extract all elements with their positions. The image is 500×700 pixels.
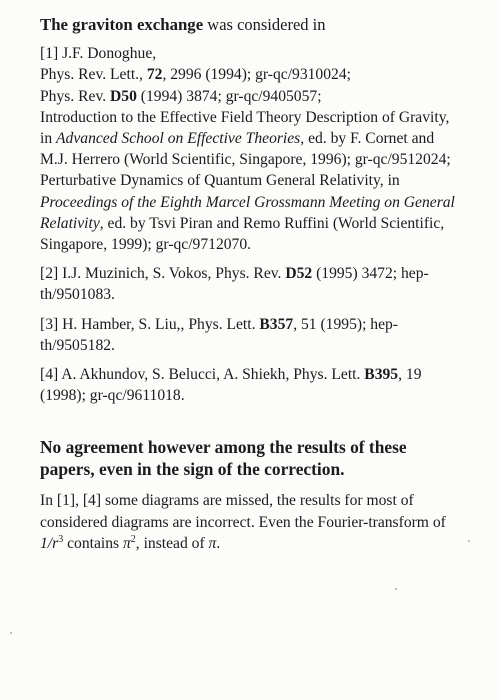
reference-3-rest: , 51 (1995); hep-th/9505182. bbox=[40, 315, 399, 354]
reference-1-label: [1] bbox=[40, 45, 59, 63]
ref1-cit3-text: Introduction to the Effective Field Theory Description of Gravity, in bbox=[40, 108, 450, 148]
ref1-cit1-rest: , 2996 (1994); gr-qc/9310024; bbox=[162, 66, 351, 84]
page-content bbox=[40, 14, 460, 554]
intro-bold-phrase: The graviton exchange bbox=[40, 15, 204, 34]
reference-2-volume: D52 bbox=[285, 265, 313, 283]
reference-2-rest: (1995) 3472; hep-th/9501083. bbox=[40, 265, 429, 304]
final-period: . bbox=[216, 534, 221, 552]
reference-1-citation-1 bbox=[40, 64, 460, 85]
final-paragraph bbox=[40, 490, 460, 554]
ref1-cit4-text: Perturbative Dynamics of Quantum General Relativity, in bbox=[40, 172, 400, 190]
reference-3 bbox=[40, 314, 460, 356]
reference-4 bbox=[40, 364, 460, 406]
reference-4-rest: , 19 (1998); gr-qc/9611018. bbox=[40, 366, 422, 405]
ref1-cit3-title: Advanced School on Effective Theories bbox=[56, 130, 301, 148]
reference-3-volume: B357 bbox=[259, 315, 294, 333]
reference-3-label: [3] bbox=[40, 315, 59, 333]
reference-4-label: [4] bbox=[40, 366, 59, 384]
reference-2-label: [2] bbox=[40, 265, 59, 283]
ref1-cit4-title: Proceedings of the Eighth Marcel Grossmann Meeting on General Relativity bbox=[40, 193, 455, 232]
ref1-cit3-rest: , ed. by F. Cornet and M.J. Herrero (World Scientific, Singapore, 1996); gr-qc/9512024; bbox=[40, 130, 451, 169]
ref1-cit1-volume: 72 bbox=[146, 66, 163, 84]
final-text-3: , instead of bbox=[135, 534, 209, 552]
reference-2 bbox=[40, 263, 460, 305]
paper-speck bbox=[468, 540, 470, 542]
reference-1 bbox=[40, 43, 460, 255]
math-pi-2: π bbox=[208, 534, 217, 552]
reference-1-authors: J.F. Donoghue, bbox=[62, 45, 157, 63]
section-heading: No agreement however among the results of these papers, even in the sign of the correction. bbox=[40, 437, 407, 480]
ref1-cit2-volume: D50 bbox=[110, 87, 137, 105]
reference-1-citation-2 bbox=[40, 86, 460, 107]
ref1-cit4-rest: , ed. by Tsvi Piran and Remo Ruffini (World Scientific, Singapore, 1999); gr-qc/9712070. bbox=[40, 214, 445, 254]
intro-line bbox=[40, 14, 460, 35]
ref1-cit2-text: Phys. Rev. bbox=[40, 87, 111, 105]
reference-4-text: A. Akhundov, S. Belucci, A. Shiekh, Phys. Lett. bbox=[58, 366, 365, 384]
intro-rest: was considered in bbox=[203, 15, 326, 34]
reference-2-text: I.J. Muzinich, S. Vokos, Phys. Rev. bbox=[58, 265, 286, 283]
final-text-1: In [1], [4] some diagrams are missed, the results for most of considered diagrams are incorrect. Even the Fourier-transform of bbox=[40, 492, 446, 531]
reference-3-text: H. Hamber, S. Liu,, Phys. Lett. bbox=[58, 315, 260, 333]
ref1-cit2-rest: (1994) 3874; gr-qc/9405057; bbox=[136, 87, 322, 105]
paper-speck bbox=[10, 632, 12, 634]
reference-1-authors-line bbox=[40, 43, 460, 64]
reference-4-volume: B395 bbox=[364, 366, 399, 384]
math-pi: π bbox=[122, 534, 131, 552]
math-exponent-3: 3 bbox=[58, 533, 64, 545]
math-exponent-2: 2 bbox=[130, 533, 136, 545]
reference-1-citation-4 bbox=[40, 170, 460, 255]
paper-speck bbox=[395, 588, 397, 590]
final-text-2: contains bbox=[63, 534, 123, 552]
ref1-cit1-text: Phys. Rev. Lett., bbox=[40, 66, 147, 84]
reference-1-citation-3 bbox=[40, 107, 460, 171]
math-one-over-r: 1/r bbox=[40, 534, 59, 552]
